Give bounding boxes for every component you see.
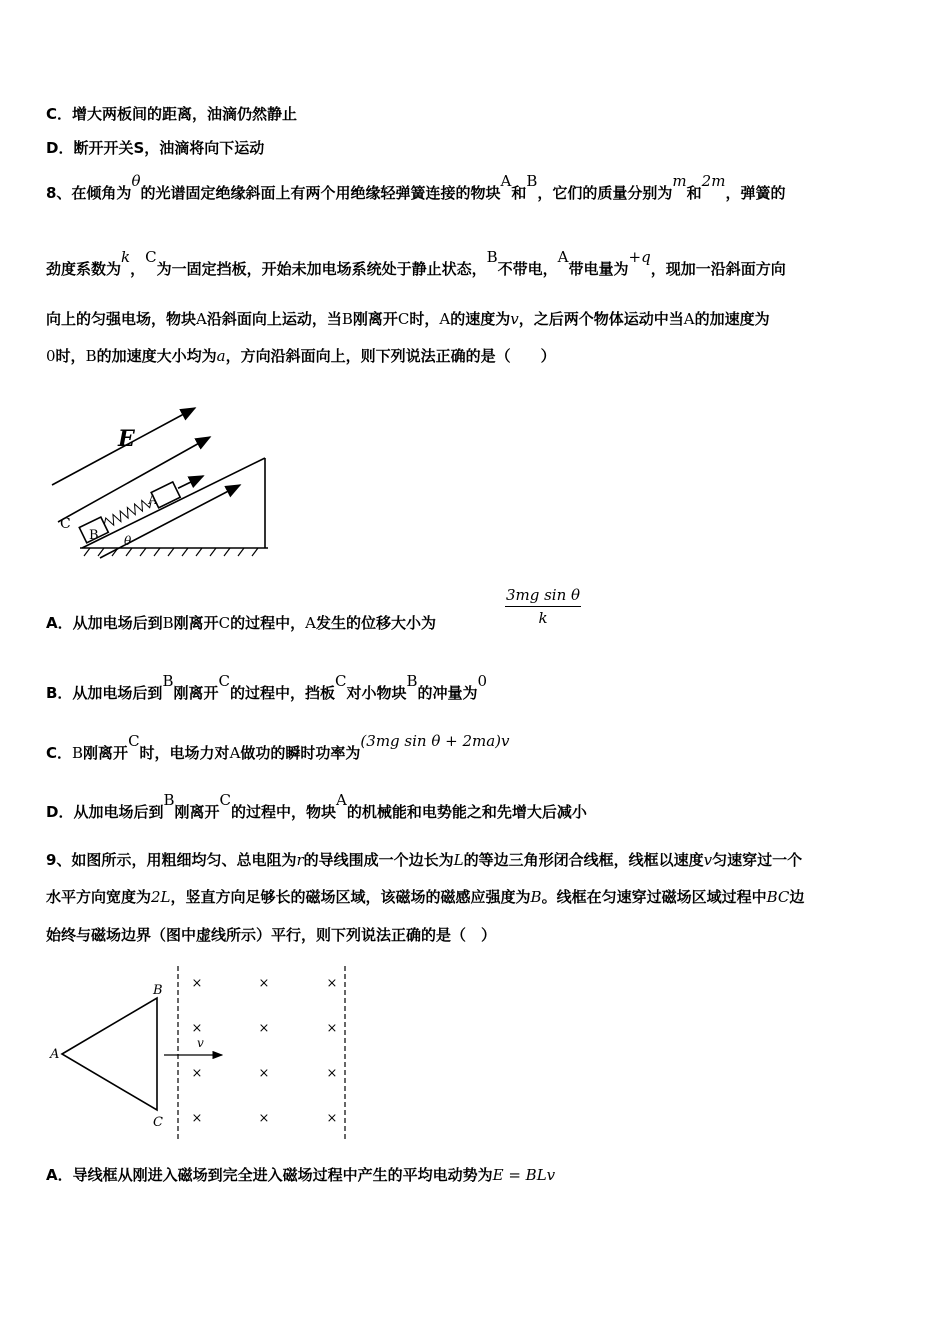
q8-incline-figure: [40, 400, 280, 560]
velocity-arrow: [178, 476, 203, 488]
option-d-prev: D．断开开关S，油滴将向下运动: [46, 139, 265, 157]
q8-option-b: B．从加电场后到B刚离开C的过程中，挡板C对小物块B的冲量为0: [46, 672, 488, 702]
field-cross: ×: [258, 976, 270, 991]
label-vertex-a: A: [50, 1047, 60, 1062]
label-a: A: [148, 493, 158, 508]
label-c: C: [60, 516, 71, 532]
q8-option-d: D．从加电场后到B刚离开C的过程中，物块A的机械能和电势能之和先增大后减小: [46, 791, 587, 821]
field-cross: ×: [191, 1066, 203, 1081]
field-cross: ×: [191, 1021, 203, 1036]
field-crosses: [192, 976, 338, 1126]
q8-option-c: C．B刚离开C时，电场力对A做功的瞬时功率为(3mg sin θ + 2ma)v: [46, 732, 510, 762]
field-cross: ×: [258, 1021, 270, 1036]
q8-line-3: 向上的匀强电场，物块A沿斜面向上运动，当B刚离开C时，A的速度为v，之后两个物体运动中当A的加速度为: [46, 310, 770, 328]
q8-option-a-fraction: 3mg sin θ k: [505, 586, 581, 627]
q8-line-1: 8、在倾角为θ的光谱固定绝缘斜面上有两个用绝缘轻弹簧连接的物块A和B，它们的质量分别为m和2m，弹簧的: [46, 172, 786, 202]
field-cross: ×: [326, 1021, 338, 1036]
field-cross: ×: [326, 976, 338, 991]
q9-line-3: 始终与磁场边界（图中虚线所示）平行，则下列说法正确的是（ ）: [46, 926, 497, 944]
q9-magnetic-field-figure: [40, 960, 360, 1150]
field-label-e: E: [118, 426, 135, 452]
field-cross: ×: [258, 1066, 270, 1081]
q8-line-2: 劲度系数为k，C为一固定挡板，开始未加电场系统处于静止状态，B不带电，A带电量为+q，现加一沿斜面方向: [46, 248, 786, 278]
option-c-prev: C．增大两板间的距离，油滴仍然静止: [46, 105, 298, 123]
field-cross: ×: [326, 1111, 338, 1126]
label-theta: θ: [124, 534, 132, 548]
label-vertex-c: C: [153, 1115, 163, 1130]
field-cross: ×: [191, 976, 203, 991]
q8-line-4: 0时，B的加速度大小均为a，方向沿斜面向上，则下列说法正确的是（ ）: [46, 347, 556, 365]
velocity-label: v: [197, 1036, 204, 1050]
field-cross: ×: [191, 1111, 203, 1126]
q9-option-a: A．导线框从刚进入磁场到完全进入磁场过程中产生的平均电动势为E = BLv: [46, 1166, 556, 1184]
label-b: B: [89, 528, 99, 543]
field-cross: ×: [258, 1111, 270, 1126]
triangle-frame: [62, 998, 157, 1110]
label-vertex-b: B: [153, 983, 163, 998]
incline-surface: [82, 458, 265, 548]
spring: [102, 497, 153, 529]
field-cross: ×: [326, 1066, 338, 1081]
q9-line-2: 水平方向宽度为2L，竖直方向足够长的磁场区域，该磁场的磁感应强度为B。线框在匀速穿过磁场区域过程中BC边: [46, 888, 805, 906]
q8-option-a: A．从加电场后到B刚离开C的过程中，A发生的位移大小为: [46, 614, 437, 632]
q9-line-1: 9、如图所示，用粗细均匀、总电阻为r的导线围成一个边长为L的等边三角形闭合线框，线框以速度v匀速穿过一个: [46, 851, 803, 869]
